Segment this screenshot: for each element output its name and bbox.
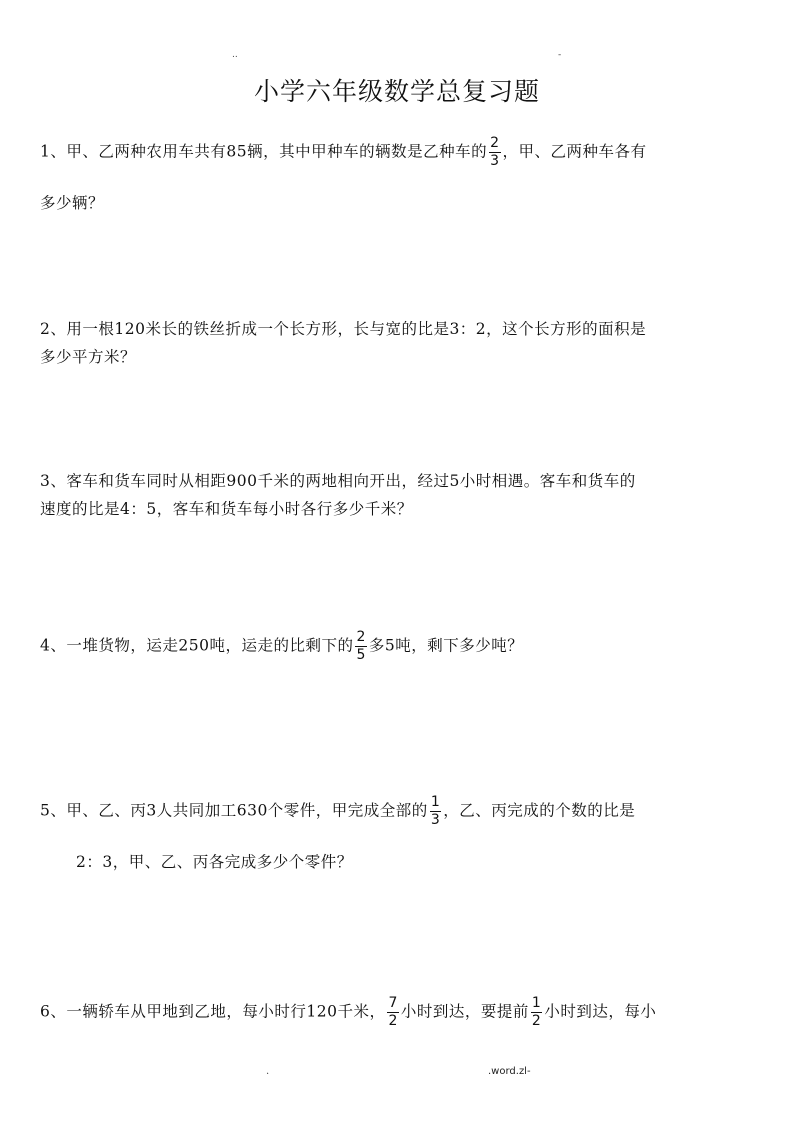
- question-1-line-2: 多少辆？: [40, 194, 105, 212]
- question-2-line-2: 多少平方米？: [40, 348, 137, 366]
- page-title: 小学六年级数学总复习题: [253, 77, 540, 106]
- footer-text: .word.zl-: [488, 1066, 531, 1077]
- question-6-fraction-2: [531, 996, 542, 1029]
- question-5-text-a: 5、甲、乙、丙3人共同加工630个零件，甲完成全部的: [40, 801, 428, 820]
- question-5-line-1: [40, 795, 635, 828]
- fraction-denominator: 2: [388, 1013, 398, 1029]
- question-3-line-1: 3、客车和货车同时从相距900千米的两地相向开出，经过5小时相遇。客车和货车的: [40, 472, 636, 490]
- question-6-text-c: 小时到达，每小: [544, 1002, 657, 1021]
- question-2-line-1: 2、用一根120米长的铁丝折成一个长方形，长与宽的比是3：2，这个长方形的面积是: [40, 320, 647, 338]
- fraction-denominator: 3: [490, 153, 500, 169]
- header-left-mark: ..: [232, 50, 238, 60]
- fraction-numerator: 1: [531, 995, 542, 1011]
- header-right-mark: -: [558, 50, 562, 60]
- fraction-numerator: 2: [356, 629, 366, 645]
- question-5-text-b: ，乙、丙完成的个数的比是: [443, 801, 636, 820]
- question-5-line-2: 2：3，甲、乙、丙各完成多少个零件？: [76, 853, 353, 871]
- question-6-fraction-1: [387, 996, 398, 1029]
- question-3-line-2: 速度的比是4：5，客车和货车每小时各行多少千米？: [40, 500, 413, 518]
- question-5-fraction: [430, 795, 441, 828]
- question-4-line-1: [40, 630, 523, 663]
- question-6-text-a: 6、一辆轿车从甲地到乙地，每小时行120千米，: [40, 1002, 386, 1021]
- question-1-text-b: ，甲、乙两种车各有: [502, 142, 647, 161]
- question-6-text-b: 小时到达，要提前: [400, 1002, 529, 1021]
- fraction-numerator: 7: [388, 995, 398, 1011]
- fraction-denominator: 5: [356, 647, 366, 663]
- question-4-text-a: 4、一堆货物，运走250吨，运走的比剩下的: [40, 636, 354, 655]
- fraction-numerator: 2: [490, 135, 500, 151]
- question-1-text-a: 1、甲、乙两种农用车共有85辆，其中甲种车的辆数是乙种车的: [40, 142, 488, 161]
- fraction-denominator: 3: [430, 812, 441, 828]
- question-6-line-1: [40, 996, 656, 1029]
- question-4-fraction: [355, 630, 366, 663]
- question-4-text-b: 多5吨，剩下多少吨？: [368, 636, 524, 655]
- question-1-line-1: [40, 136, 647, 169]
- question-1-fraction: [489, 136, 500, 169]
- fraction-denominator: 2: [531, 1013, 542, 1029]
- footer-left-mark: .: [266, 1066, 270, 1077]
- fraction-numerator: 1: [430, 794, 441, 810]
